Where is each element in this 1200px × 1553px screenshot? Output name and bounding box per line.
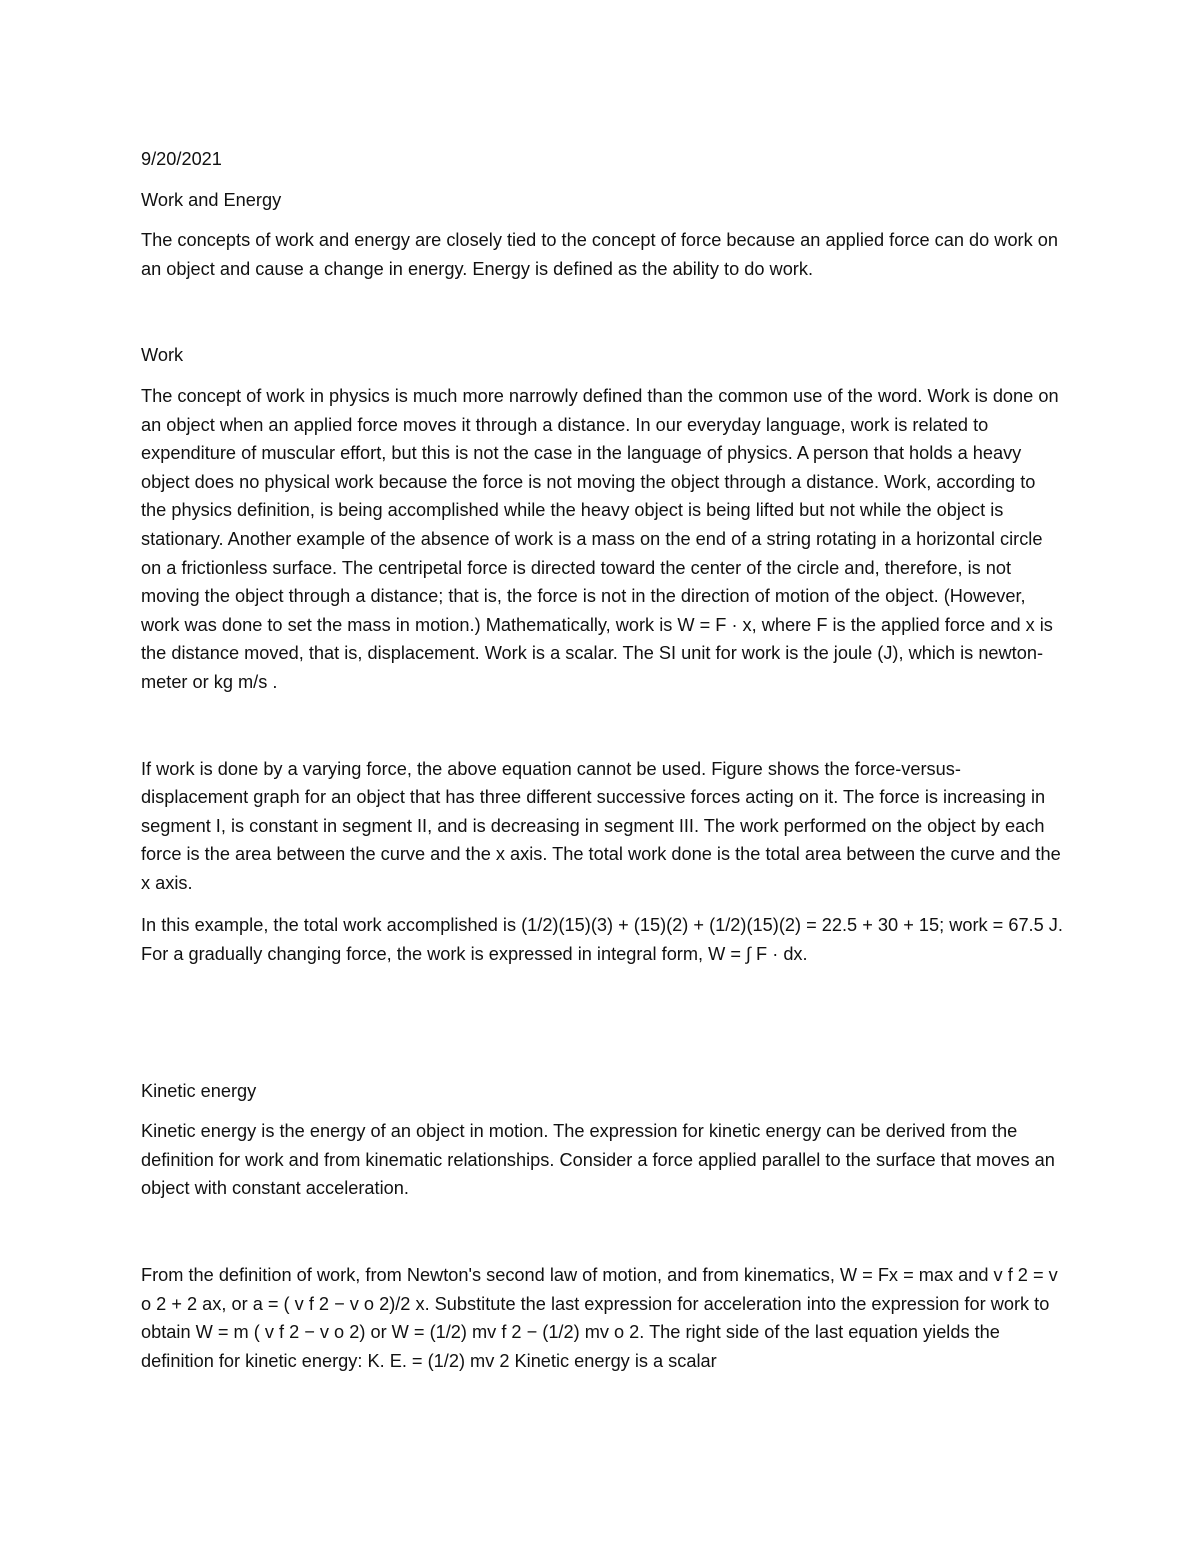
work-paragraph-definition: The concept of work in physics is much more narrowly defined than the common use of the word. Work is done on an object when an applied force moves it through a distance. In our everyday language, work is related to expenditure of muscular effort, but this is not the case in the language of physics. A person that holds a heavy object does no physical work because the force is not moving the object through a distance. Work, according to the physics definition, is being accomplished while the heavy object is being lifted but not while the object is stationary. Another example of the absence of work is a mass on the end of a string rotating in a horizontal circle on a frictionless surface. The centripetal force is directed toward the center of the circle and, therefore, is not moving the object through a distance; that is, the force is not in the direction of motion of the object. (However, work was done to set the mass in motion.) Mathematically, work is W = F · x, where F is the applied force and x is the distance moved, that is, displacement. Work is a scalar. The SI unit for work is the joule (J), which is newton-meter or kg m/s . [141, 385, 1059, 692]
intro-paragraph: The concepts of work and energy are closely tied to the concept of force because an applied force can do work on an object and cause a change in energy. Energy is defined as the ability to do work. [141, 230, 1058, 279]
work-heading: Work [141, 345, 184, 366]
document-body [141, 145, 1063, 1375]
kinetic-energy-heading: Kinetic energy [141, 1080, 257, 1101]
kinetic-energy-paragraph-intro: Kinetic energy is the energy of an object in motion. The expression for kinetic energy can be derived from the definition for work and from kinematic relationships. Consider a force applied parallel to the surface that moves an object with constant acceleration. [141, 1121, 1055, 1199]
document-title: Work and Energy [141, 189, 282, 210]
document-date: 9/20/2021 [141, 149, 222, 169]
kinetic-energy-paragraph-derivation: From the definition of work, from Newton's second law of motion, and from kinematics, W = Fx = max and v f 2 = v o 2 + 2 ax, or a = ( v f 2 − v o 2)/2 x. Substitute the last expression for acceleration into the expression for work to obtain W = m ( v f 2 − v o 2) or W = (1/2) mv f 2 − (1/2) mv o 2. The right side of the last equation yields the definition for kinetic energy: K. E. = (1/2) mv 2 Kinetic energy is a scalar [141, 1265, 1058, 1371]
work-paragraph-example: In this example, the total work accomplished is (1/2)(15)(3) + (15)(2) + (1/2)(15)(2) = 22.5 + 30 + 15; work = 67.5 J. For a gradually changing force, the work is expressed in integral form, W = ∫ F · dx. [141, 915, 1063, 965]
work-paragraph-varying-force: If work is done by a varying force, the above equation cannot be used. Figure shows the force-versus-displacement graph for an object that has three different successive forces acting on it. The force is increasing in segment I, is constant in segment II, and is decreasing in segment III. The work performed on the object by each force is the area between the curve and the x axis. The total work done is the total area between the curve and the x axis. [141, 758, 1061, 893]
